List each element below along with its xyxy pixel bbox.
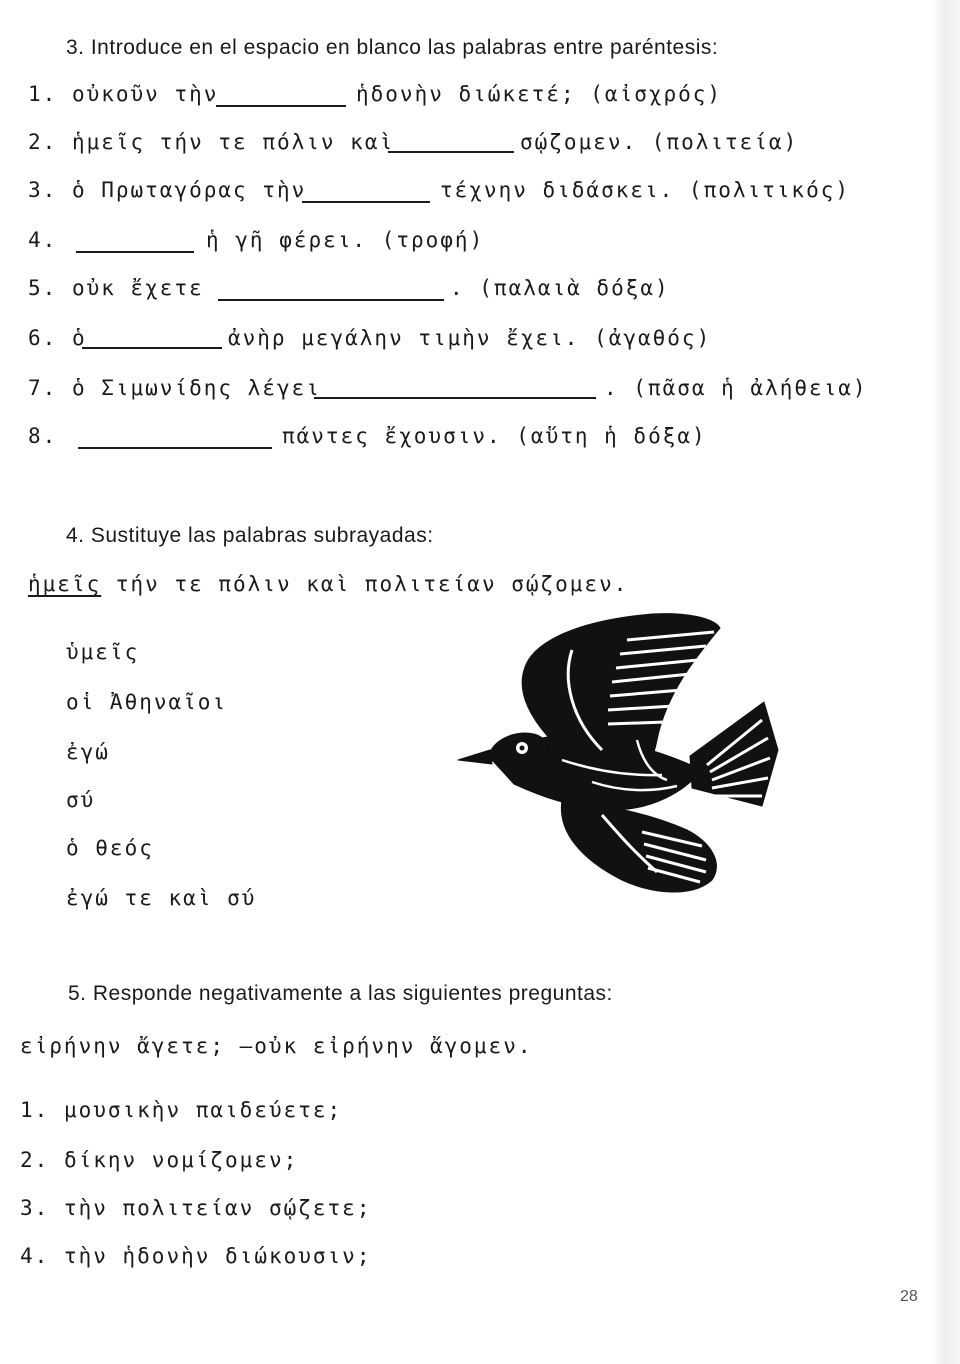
answer-item-3: 3. τὴν πολιτείαν σῴζετε; (20, 1196, 372, 1220)
exercise-3-item-6-rest: ἀνὴρ μεγάλην τιμὴν ἔχει. (ἀγαθός) (228, 326, 712, 350)
answer-item-1: 1. μουσικὴν παιδεύετε; (20, 1098, 343, 1122)
section-3-heading: 3. Introduce en el espacio en blanco las palabras entre paréntesis: (66, 36, 719, 59)
exercise-3-item-2: 2. ἡμεῖς τήν τε πόλιν καὶ (28, 130, 395, 154)
exercise-3-item-3: 3. ὁ Πρωταγόρας τὴν (28, 178, 307, 202)
substitute-item-1: ὑμεῖς (66, 640, 140, 664)
page-edge-shadow (932, 0, 960, 1364)
exercise-3-item-6: 6. ὁ (28, 326, 87, 350)
blank-3-1[interactable] (216, 105, 346, 107)
blank-3-2[interactable] (388, 151, 514, 153)
answer-item-2: 2. δίκην νομίζομεν; (20, 1148, 299, 1172)
substitute-item-3: ἐγώ (66, 740, 110, 764)
exercise-3-item-5: 5. οὐκ ἔχετε (28, 276, 204, 300)
substitute-item-4: σύ (66, 788, 96, 812)
blank-3-4[interactable] (76, 251, 194, 253)
blank-3-3[interactable] (302, 201, 430, 203)
blank-3-6[interactable] (82, 347, 222, 349)
section-5-example: εἰρήνην ἄγετε; –οὐκ εἰρήνην ἄγομεν. (20, 1034, 533, 1058)
exercise-3-item-4: 4. (28, 228, 58, 252)
exercise-3-item-7: 7. ὁ Σιμωνίδης λέγει (28, 376, 321, 400)
exercise-3-item-4-rest: ἡ γῆ φέρει. (τροφή) (206, 228, 485, 252)
substitute-item-6: ἐγώ τε καὶ σύ (66, 886, 257, 910)
exercise-3-item-1: 1. οὐκοῦν τὴν (28, 82, 219, 106)
exercise-3-item-3-rest: τέχνην διδάσκει. (πολιτικός) (440, 178, 851, 202)
blank-3-7[interactable] (314, 397, 596, 399)
underlined-word: ἡμεῖς (28, 572, 102, 596)
substitute-item-2: οἱ Ἀθηναῖοι (66, 690, 228, 714)
exercise-3-item-2-rest: σῴζομεν. (πολιτεία) (520, 130, 799, 154)
exercise-3-item-8-rest: πάντες ἔχουσιν. (αὕτη ἡ δόξα) (282, 424, 707, 448)
section-5-heading: 5. Responde negativamente a las siguientes preguntas: (68, 982, 613, 1005)
blank-3-8[interactable] (78, 447, 272, 449)
section-4-heading: 4. Sustituye las palabras subrayadas: (66, 524, 434, 547)
exercise-3-item-8: 8. (28, 424, 58, 448)
section-4-example: ἡμεῖς τήν τε πόλιν καὶ πολιτείαν σῴζομεν. (28, 572, 629, 596)
substitute-item-5: ὁ θεός (66, 836, 154, 860)
answer-item-4: 4. τὴν ἡδονὴν διώκουσιν; (20, 1244, 372, 1268)
exercise-3-item-1-rest: ἡδονὴν διώκετέ; (αἰσχρός) (356, 82, 723, 106)
page-number: 28 (900, 1288, 918, 1305)
exercise-3-item-5-rest: . (παλαιὰ δόξα) (450, 276, 670, 300)
bird-icon (452, 610, 782, 910)
exercise-3-item-7-rest: . (πᾶσα ἡ ἀλήθεια) (604, 376, 868, 400)
blank-3-5[interactable] (218, 299, 444, 301)
